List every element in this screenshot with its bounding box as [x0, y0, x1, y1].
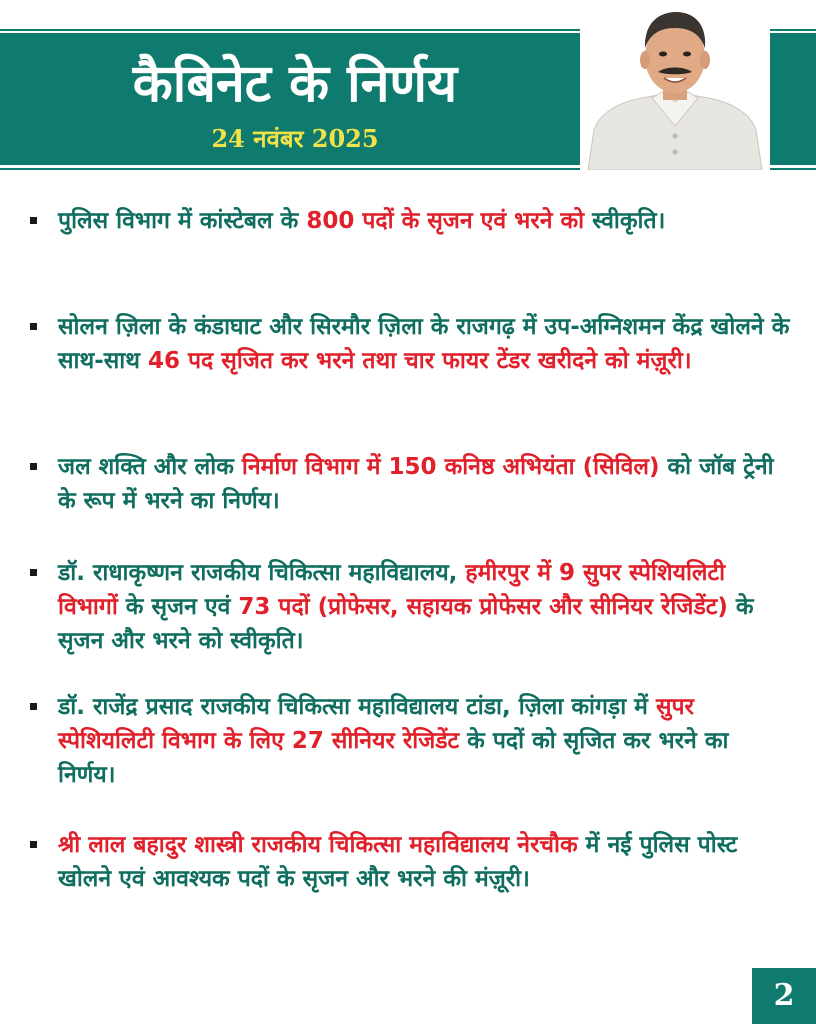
- bullet-marker: [30, 841, 37, 848]
- bullet-marker: [30, 703, 37, 710]
- bullet-marker: [30, 463, 37, 470]
- list-item: [30, 828, 790, 896]
- page-number: 2: [752, 968, 816, 1024]
- portrait-image: [580, 2, 770, 170]
- list-item: [30, 204, 790, 238]
- list-item-text: डॉ. राधाकृष्णन राजकीय चिकित्सा महाविद्यालय, हमीरपुर में 9 सुपर स्पेशियलिटी विभागों के सृजन एवं 73 पदों (प्रोफेसर, सहायक प्रोफेसर और सीनियर रेजिडेंट) के सृजन और भरने को स्वीकृति।: [58, 560, 754, 654]
- list-item-text: सोलन ज़िला के कंडाघाट और सिरमौर ज़िला के राजगढ़ में उप-अग्निशमन केंद्र खोलने के साथ-साथ 46 पद सृजित कर भरने तथा चार फायर टेंडर खरीदने को मंज़ूरी।: [58, 314, 790, 374]
- date-label: 24 नवंबर 2025: [211, 124, 379, 153]
- list-item-text: डॉ. राजेंद्र प्रसाद राजकीय चिकित्सा महाविद्यालय टांडा, ज़िला कांगड़ा में सुपर स्पेशियलिटी विभाग के लिए 27 सीनियर रेजिडेंट के पदों को सृजित कर भरने का निर्णय।: [58, 694, 729, 788]
- bullet-marker: [30, 569, 37, 576]
- list-item: [30, 450, 790, 518]
- list-item-text: श्री लाल बहादुर शास्त्री राजकीय चिकित्सा महाविद्यालय नेरचौक में नई पुलिस पोस्ट खोलने एवं आवश्यक पदों के सृजन और भरने की मंज़ूरी।: [58, 832, 738, 892]
- list-item: [30, 556, 790, 658]
- bullet-marker: [30, 217, 37, 224]
- list-item-text: पुलिस विभाग में कांस्टेबल के 800 पदों के सृजन एवं भरने को स्वीकृति।: [58, 208, 666, 234]
- bullet-marker: [30, 323, 37, 330]
- list-item: [30, 690, 790, 792]
- page-title: कैबिनेट के निर्णय: [132, 54, 458, 114]
- list-item: [30, 310, 790, 378]
- list-item-text: जल शक्ति और लोक निर्माण विभाग में 150 कनिष्ठ अभियंता (सिविल) को जॉब ट्रेनी के रूप में भरने का निर्णय।: [58, 454, 774, 514]
